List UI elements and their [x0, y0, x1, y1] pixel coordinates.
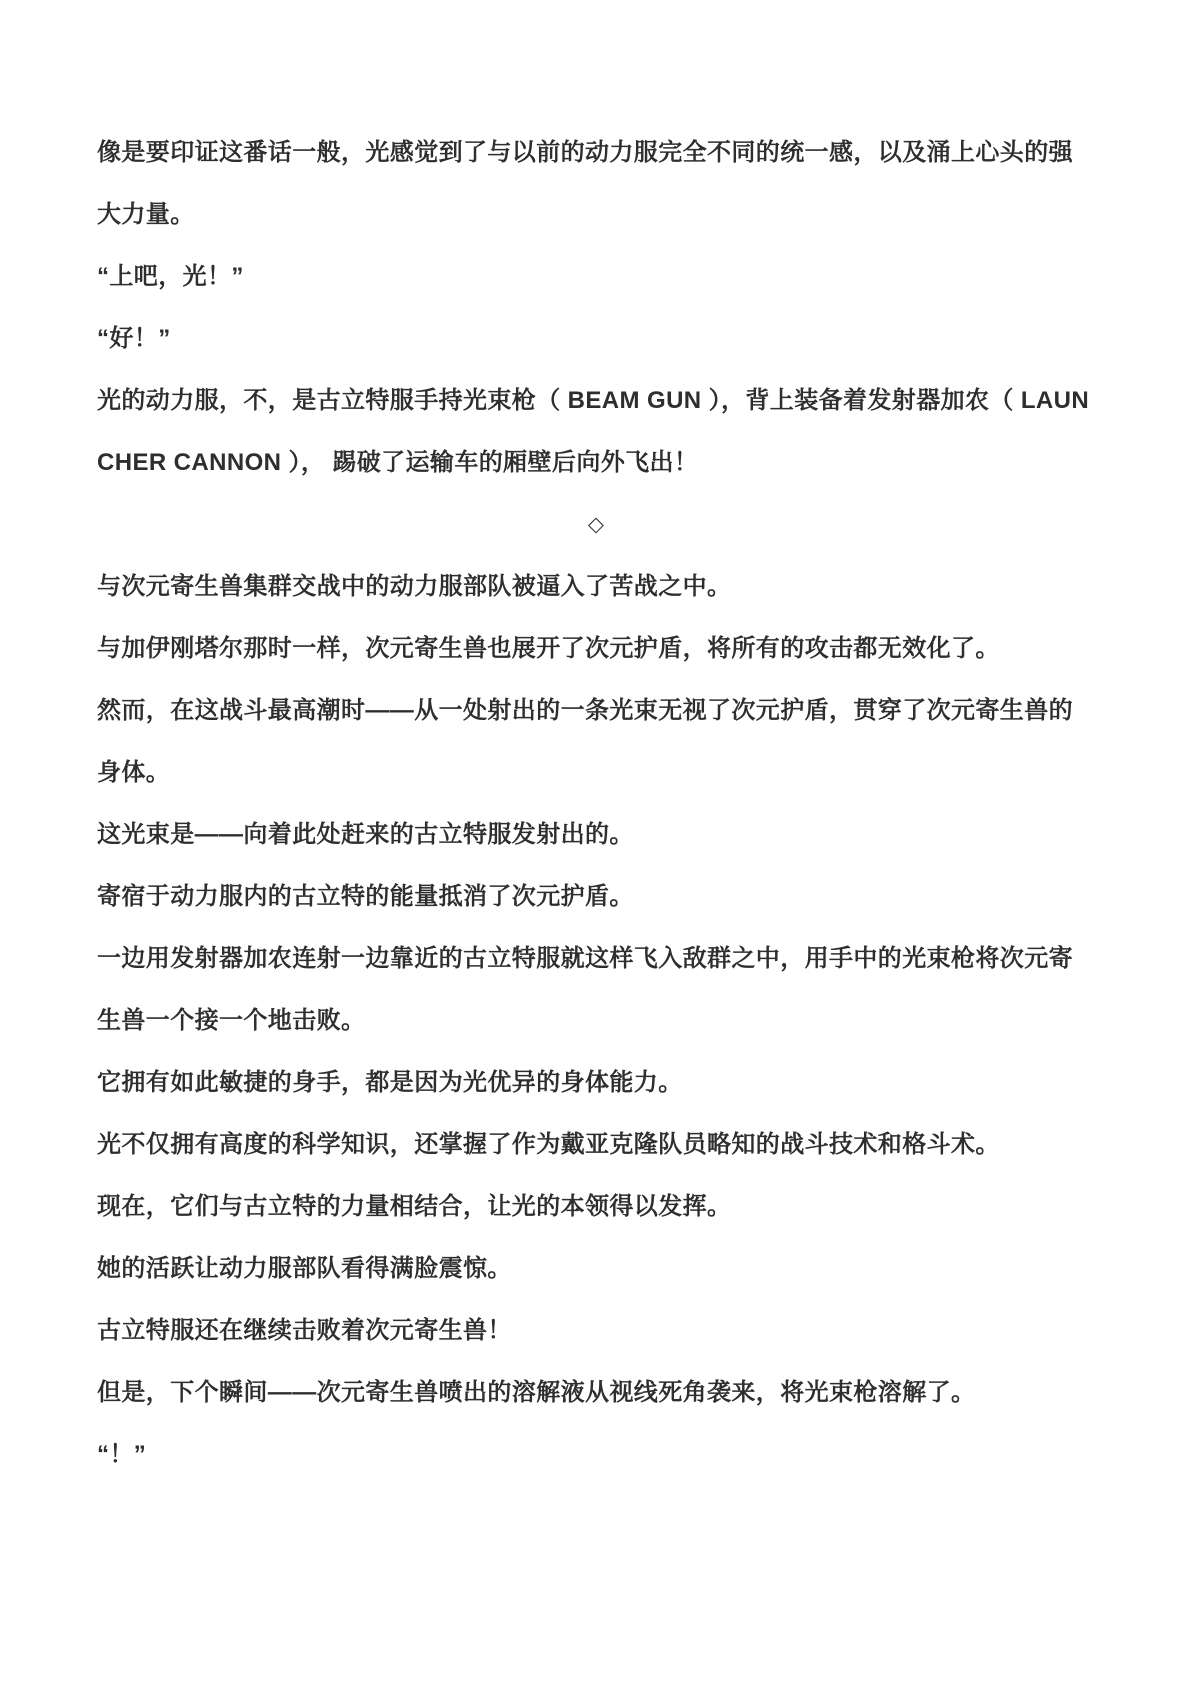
dialogue-line: “上吧，光！”	[97, 263, 244, 290]
paragraph: 她的活跃让动力服部队看得满脸震惊。	[97, 1255, 512, 1282]
dialogue-line: “！”	[97, 1441, 147, 1468]
novel-text-column	[97, 122, 1095, 1486]
paragraph: 它拥有如此敏捷的身手，都是因为光优异的身体能力。	[97, 1069, 683, 1096]
paragraph: 古立特服还在继续击败着次元寄生兽！	[97, 1317, 512, 1344]
paragraph: 但是，下个瞬间——次元寄生兽喷出的溶解液从视线死角袭来，将光束枪溶解了。	[97, 1379, 976, 1406]
paragraph: 寄宿于动力服内的古立特的能量抵消了次元护盾。	[97, 883, 634, 910]
paragraph: 然而，在这战斗最高潮时——从一处射出的一条光束无视了次元护盾，贯穿了次元寄生兽的身体。	[97, 697, 1073, 786]
paragraph: 一边用发射器加农连射一边靠近的古立特服就这样飞入敌群之中，用手中的光束枪将次元寄生兽一个接一个地击败。	[97, 945, 1073, 1034]
paragraph: 光不仅拥有高度的科学知识，还掌握了作为戴亚克隆队员略知的战斗技术和格斗术。	[97, 1131, 1000, 1158]
paragraph: 像是要印证这番话一般，光感觉到了与以前的动力服完全不同的统一感，以及涌上心头的强大力量。	[97, 139, 1073, 228]
dialogue-line: “好！”	[97, 325, 171, 352]
paragraph: 与加伊刚塔尔那时一样，次元寄生兽也展开了次元护盾，将所有的攻击都无效化了。	[97, 635, 1000, 662]
paragraph: 现在，它们与古立特的力量相结合，让光的本领得以发挥。	[97, 1193, 732, 1220]
paragraph: 这光束是——向着此处赶来的古立特服发射出的。	[97, 821, 634, 848]
scene-divider-diamond-icon: ◇	[587, 513, 605, 536]
paragraph: 光的动力服，不，是古立特服手持光束枪（ BEAM GUN ），背上装备着发射器加农（ LAUNCHER CANNON ）， 踢破了运输车的厢壁后向外飞出！	[97, 387, 1090, 476]
paragraph: 与次元寄生兽集群交战中的动力服部队被逼入了苦战之中。	[97, 573, 732, 600]
